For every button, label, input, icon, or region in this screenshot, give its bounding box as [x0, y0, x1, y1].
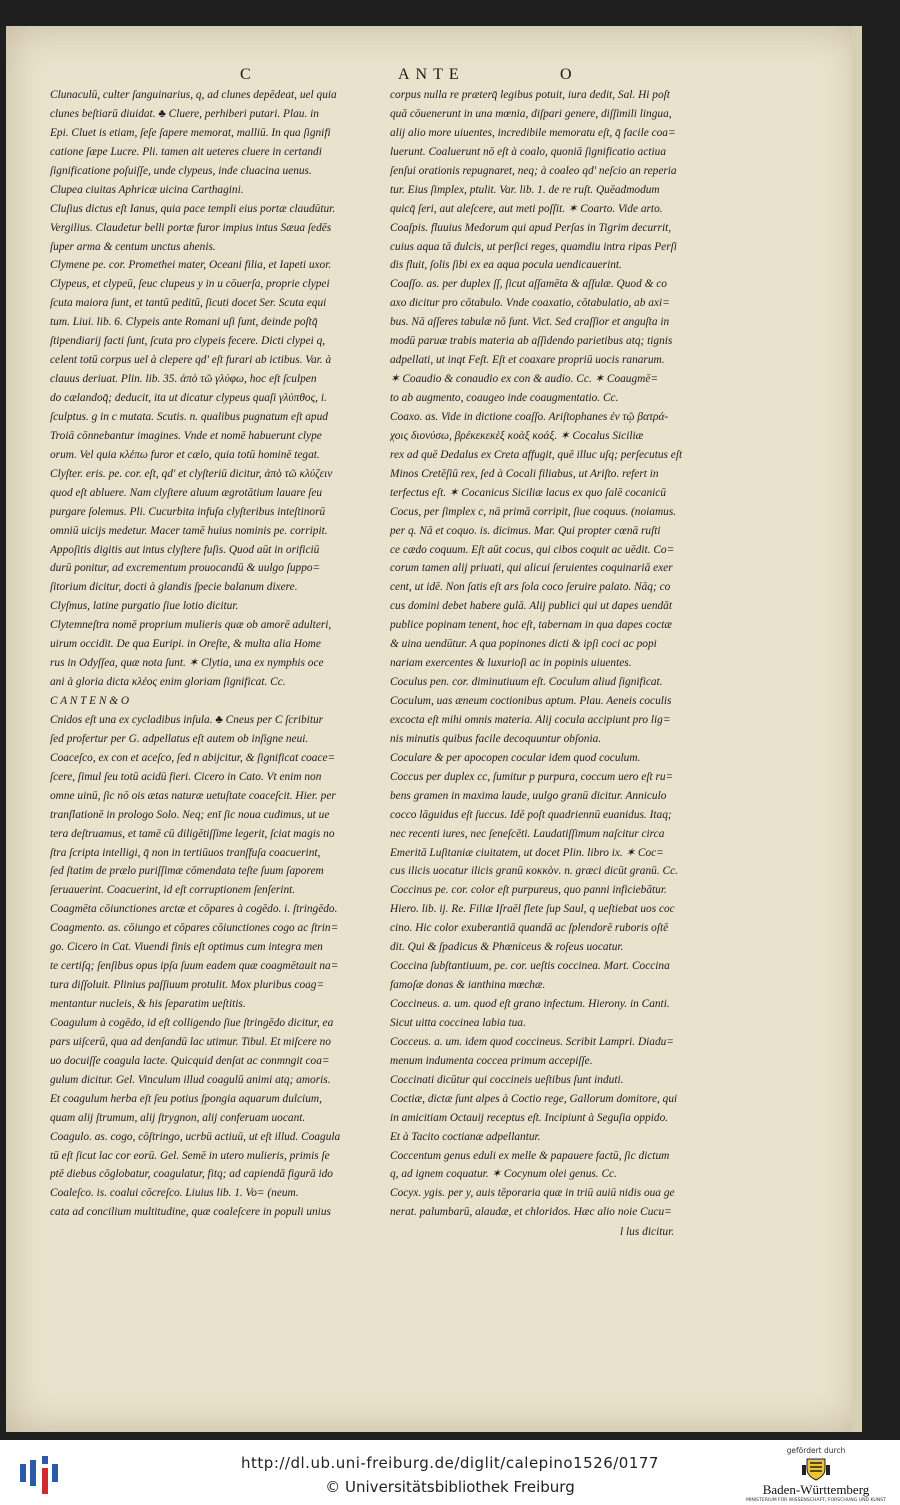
text-line: Coagmēta cōiunctiones arctæ et cōpares à cogēdo. i. ſtringēdo.: [50, 903, 338, 916]
text-line: Et à Tacito coctianæ adpellantur.: [390, 1130, 541, 1143]
text-line: tum. Liui. lib. 6. Clypeis ante Romani uſi ſunt, deinde poſtq̄: [50, 316, 318, 329]
text-line: Clunaculū, culter ſanguinarius, q, ad clunes depēdeat, uel quia: [50, 89, 337, 101]
text-line: te certiſq; ſenſibus opus ipſa ſuum eadem quæ coagmētauit na=: [50, 960, 339, 973]
text-line: Coccentum genus eduli ex melle & papauere factū, ſic dictum: [390, 1149, 670, 1162]
text-line: modū paruæ trabis materia ab aſſidendo parietibus atq; tignis: [390, 335, 673, 348]
copyright-text: © Universitätsbibliothek Freiburg: [325, 1478, 575, 1496]
text-line: Coccineus. a. um. quod eſt grano infectum. Hierony. in Canti.: [390, 998, 670, 1010]
text-line: tranſlationē in prologo Solo. Neq; enī ſic noua cudimus, ut ue: [50, 808, 330, 821]
sponsor-name: Baden-Württemberg: [762, 1482, 870, 1497]
text-line: corum tamen alij priuati, qui alicui ſeruientes coquinariā exer: [390, 562, 673, 575]
baden-wuerttemberg-crest-icon: [801, 1457, 831, 1481]
text-line: ſculptus. g in c mutata. Scutis. n. qualibus pugnatum eſt apud: [50, 410, 328, 423]
text-line: nec recenti iures, nec ſeneſcēti. Laudatiſſimum naſcitur circa: [390, 827, 665, 840]
text-line: Cocyx. ygis. per y, auis tēporaria quæ in triū auiū nidis oua ge: [390, 1187, 675, 1200]
text-line: & uina uendūtur. A qua popinones dicti & ipſi coci ac popi: [390, 638, 657, 651]
text-line: ſed ſtatim de prælo puriſſimæ cōmendata teſte ſuum ſaporem: [50, 865, 324, 878]
text-line: Sicut uitta coccinea labia tua.: [390, 1016, 526, 1029]
text-line: pars uiſcerū, qua ad denſandū lac utimur. Tibul. Et miſcere no: [50, 1035, 331, 1048]
sponsor-label: gefördert durch: [786, 1446, 846, 1455]
text-line: uirum occidit. De qua Euripi. in Oreſte, & multa alia Home: [50, 638, 321, 651]
text-line: dit. Qui & ſpadicus & Phœniceus & roſeus uocatur.: [390, 941, 624, 954]
text-line: omne uinū, ſic nō ois ætas naturæ uetuſtate coaceſcit. Hier. per: [50, 789, 336, 802]
text-line: ✶ Coaudio & conaudio ex con & audio. Cc. ✶ Coaugmē=: [390, 373, 659, 386]
right-text-column: [390, 86, 740, 1222]
text-line: Coaſſo. as. per duplex ſſ, ſicut aſſamēta & aſſulæ. Quod & co: [390, 278, 667, 291]
text-line: cus domini debet habere gulā. Alij publici qui ut dapes uendāt: [390, 600, 672, 613]
text-line: uo docuiſſe coagula lacte. Quicquid denſat ac conmngit coa=: [50, 1054, 330, 1067]
text-line: luerunt. Coaluerunt nō eſt à coalo, quoniā ſignificatio actiua: [390, 145, 667, 158]
text-line: omniū uicijs medetur. Macer tamē huius nominis pe. corripit.: [50, 524, 328, 537]
sponsor-block: [746, 1446, 886, 1503]
text-line: Cnidos eſt una ex cycladibus inſula. ♣ Cneus per C ſcribitur: [50, 713, 324, 726]
text-line: bens gramen in maxima laude, uulgo granū dicitur. Anniculo: [390, 789, 667, 802]
text-line: go. Cicero in Cat. Viuendi finis eſt optimus cum integra men: [50, 941, 323, 954]
running-head-left: C: [240, 66, 255, 83]
viewer-footer: [0, 1440, 900, 1505]
text-line: cent, ut idē. Non ſatis eſt ars ſola coco ſeruire palato. Nāq; co: [390, 581, 671, 594]
text-line: dis fluit, ſolis ſibi ex ea aqua pocula uendicauerint.: [390, 259, 622, 272]
page-edge: [852, 26, 862, 1432]
text-line: Epi. Cluet is etiam, ſeſe ſapere memorat, malliū. In qua ſignifi: [50, 126, 331, 139]
text-line: ce cædo coquum. Eſt aūt cocus, qui cibos coquit ac uēdit. Co=: [390, 543, 675, 556]
text-line: C A N T E N & O: [50, 695, 130, 707]
text-line: cus ilicis uocatur ilicis granū κοκκὸν. n. græci dicūt granū. Cc.: [390, 865, 678, 878]
text-line: cino. Hic color exuberantiā quandā ac ſplendorē ruboris oſtē: [390, 922, 669, 935]
text-line: cuius aqua tā dulcis, ut perſici reges, quamdiu intra ripas Perſi: [390, 240, 677, 253]
text-line: ſed profertur per G. adpellatus eſt autem ob inſigne neui.: [50, 732, 309, 745]
text-line: ſcere, ſimul ſeu totū acidū fieri. Cicero in Cato. Vt enim non: [50, 770, 322, 783]
text-line: in amicitiam Octauij receptus eſt. Incipiunt à Seguſia oppido.: [390, 1111, 669, 1124]
text-line: quam alij ſtrumum, alij ſtrygnon, alij conferuam uocant.: [50, 1111, 306, 1124]
text-line: Vergilius. Claudetur belli portæ furor impius intus Sæua ſedēs: [50, 221, 332, 234]
running-head-right: O: [560, 66, 576, 83]
text-line: Appoſitis digitis aut intus clyſtere fuſis. Quod aūt in orificiū: [50, 543, 320, 556]
left-text-column: [50, 86, 400, 1222]
text-line: χοις διονύσω, βρέκεκεκὲξ κοὰξ κοάξ. ✶ Cocalus Siciliæ: [390, 429, 644, 442]
text-line: Cocceus. a. um. idem quod coccineus. Scribit Lampri. Diadu=: [390, 1035, 674, 1048]
text-line: menum indumenta coccea primum accepiſſe.: [390, 1054, 593, 1067]
text-line: clunes beſtiarū diuidat. ♣ Cluere, perhiberi putari. Plau. in: [50, 107, 319, 120]
text-line: ſcuta maiora ſunt, et tantū peditū, ſicuti docet Ser. Scuta equi: [50, 297, 327, 310]
text-line: Coaceſco, ex con et aceſco, ſed n abijcitur, & ſignificat coace=: [50, 751, 336, 764]
text-line: alij alio more uiuentes, incredibile memoratu eſt, q̄ facile coa=: [390, 126, 676, 139]
text-line: rus in Odyſſea, quæ nota ſunt. ✶ Clytia, una ex nymphis oce: [50, 657, 324, 670]
running-head-center: ANTE: [398, 66, 465, 83]
text-line: Coccina ſubſtantiuum, pe. cor. ueſtis coccinea. Mart. Coccina: [390, 960, 670, 973]
text-line: to ab augmento, coaugeo inde coaugmentatio. Cc.: [390, 392, 619, 404]
text-line: purgare ſolemus. Pli. Cucurbita infuſa clyſteribus inteſtinorū: [50, 505, 326, 518]
text-line: tera deſtruamus, et tamē cū diligētiſſime legerit, ſciat magis no: [50, 827, 335, 840]
text-line: Clyſmus, latine purgatio ſiue lotio dicitur.: [50, 600, 239, 613]
text-line: Coccinus pe. cor. color eſt purpureus, quo panni inficiebātur.: [390, 884, 667, 897]
text-line: nerat. palumbarū, alaudæ, et chloridos. Hæc alio noie Cucu=: [390, 1206, 672, 1219]
text-line: Clyſter. eris. pe. cor. eſt, qd' et clyſteriū dicitur, ἀπὸ τῶ κλύζειν: [50, 467, 333, 480]
text-line: Clytemneſtra nomē proprium mulieris quæ ob amorē adulteri,: [50, 619, 332, 632]
text-line: Et coagulum herba eſt ſeu potius ſpongia aquarum dulcium,: [50, 1092, 322, 1105]
text-line: Cluſius dictus eſt Ianus, quia pace templi eius portæ claudūtur.: [50, 202, 336, 215]
text-line: publice popinam tenent, hoc eſt, tabernam in qua dapes coctæ: [390, 619, 672, 632]
text-line: cata ad concilium multitudine, quæ coaleſcere in populi unius: [50, 1206, 331, 1219]
text-line: Coctiæ, dictæ ſunt alpes à Coctio rege, Gallorum domitore, qui: [390, 1092, 678, 1105]
text-line: rex ad quē Dedalus ex Creta affugit, quē illuc uſq; perſecutus eſt: [390, 448, 683, 461]
text-line: per q. Nā et coquo. is. dicimus. Mar. Qui propter cœnā ruſti: [390, 524, 661, 537]
text-line: tur. Eius ſimplex, ptulit. Var. lib. 1. de re ruſt. Quēadmodum: [390, 183, 660, 196]
text-line: Clupea ciuitas Aphricæ uicina Carthagini.: [50, 183, 244, 196]
text-line: tū eſt ſicut lac cor eorū. Gel. Semē in utero mulieris, primis ſe: [50, 1149, 330, 1162]
text-line: tura diſſoluit. Plinius paſſiuum protulit. Mox pluribus coag=: [50, 979, 325, 992]
sponsor-ministry: MINISTERIUM FÜR WISSENSCHAFT, FORSCHUNG UND KUNST: [746, 1498, 886, 1503]
text-line: famoſæ donas & ianthina mœchæ.: [390, 979, 546, 992]
page-url-link[interactable]: http://dl.ub.uni-freiburg.de/diglit/calepino1526/0177: [241, 1454, 659, 1472]
text-line: quicq̄ ſeri, aut aleſcere, aut meti poſſit. ✶ Coarto. Vide arto.: [390, 202, 663, 215]
text-line: excocta eſt mihi omnis materia. Alij cocula accipiunt pro lig=: [390, 713, 671, 726]
text-line: Emeritā Luſitaniæ ciuitatem, ut docet Plin. libro ix. ✶ Coc=: [390, 846, 664, 859]
text-line: quā cōuenerunt in una mœnia, diſpari genere, diſſimili lingua,: [390, 107, 672, 120]
text-line: Coculus pen. cor. diminutiuum eſt. Coculum aliud ſignificat.: [390, 676, 663, 689]
text-line: ptē diebus cōglobatur, coagulatur, fitq; ad capiendā figurā ido: [50, 1168, 333, 1181]
text-line: do cælandoq̄; deducit, ita ut dicatur clypeus quaſi γλύπθος, i.: [50, 392, 327, 404]
text-line: ſtra ſcripta intelligi, q̄ non in tertiūuos tranſfuſa coacuerint,: [50, 846, 321, 859]
text-line: nis minutis quibus facile decoquuntur obſonia.: [390, 732, 602, 745]
text-line: Coaxo. as. Vide in dictione coaſſo. Ariſtophanes ἐν τῷ βατρά-: [390, 410, 669, 423]
text-line: Coculare & per apocopen cocular idem quod coculum.: [390, 751, 641, 764]
text-line: quod eſt abluere. Nam clyſtere aluum ægrotātium lauare ſeu: [50, 486, 323, 499]
text-line: celent totū corpus uel à clepere qd' eſt furari ab ictibus. Var. à: [50, 354, 332, 367]
catchword: l lus dicitur.: [620, 1226, 675, 1238]
text-line: catione ſæpe Lucre. Pli. tamen ait ueteres cluere in certandi: [50, 145, 322, 158]
text-line: Clymene pe. cor. Promethei mater, Oceani filia, et Iapeti uxor.: [50, 259, 332, 272]
text-line: axo dicitur pro cōtabulo. Vnde coaxatio, cōtabulatio, ab axi=: [390, 297, 670, 310]
text-line: ſitorium dicitur, docti à glandis ſpecie balanum dixere.: [50, 581, 298, 594]
text-line: ani à gloria dicta κλέος enim gloriam ſignificat. Cc.: [50, 676, 286, 689]
text-line: nariam exercentes & luxurioſi ac in popinis uiuentes.: [390, 657, 632, 670]
text-line: q, ad ignem coquatur. ✶ Cocynum olei genus. Cc.: [390, 1168, 617, 1181]
text-line: clauus deriuat. Plin. lib. 35. ἀπὸ τῶ γλύφω, hoc eſt ſculpen: [50, 373, 317, 386]
text-line: Coagulo. as. cogo, cōſtringo, ucrbū actiuū, ut eſt illud. Coagula: [50, 1130, 341, 1143]
text-line: Coccus per duplex cc, ſumitur p purpura, coccum uero eſt ru=: [390, 770, 674, 783]
text-line: bus. Nā aſſeres tabulæ nō ſunt. Vict. Sed craſſior et anguſta in: [390, 316, 670, 329]
text-line: orum. Vel quia κλέπω furor et cælo, quia totū hominē tegat.: [50, 448, 320, 461]
text-line: ſtipendiarij facti ſunt, ſcuta pro clypeis fecere. Dicti clypei q,: [50, 335, 326, 348]
text-line: Hiero. lib. ij. Re. Filiæ Iſraēl flete ſup Saul, q ueſtiebat uos coc: [390, 903, 675, 916]
text-line: Coaſpis. fluuius Medorum qui apud Perſas in Tigrim decurrit,: [390, 221, 672, 234]
running-head: [0, 66, 900, 88]
text-line: ſuper arma & centum unctus ahenis.: [50, 240, 216, 253]
text-line: Coaleſco. is. coalui cōcreſco. Liuius lib. 1. Vo= (neum.: [50, 1187, 299, 1200]
text-line: ſignificatione poſuiſſe, unde clypeus, inde cluacina uenus.: [50, 164, 312, 177]
text-line: cocco lāguidus eſt ſuccus. Idē poſt quadriennū euanidus. Itaq;: [390, 808, 672, 821]
text-line: Coagmento. as. cōiungo et cōpares cōiunctiones cogo ac ſtrin=: [50, 922, 339, 935]
text-line: terfectus eſt. ✶ Cocanicus Siciliæ lacus ex quo ſalē cocanicū: [390, 486, 667, 499]
text-line: corpus nulla re præterq̄ legibus potuit, iura dedit, Sal. Hi poſt: [390, 89, 670, 101]
text-line: ſenſui orationis repugnaret, neq; à coaleo qd' neſcio an reperia: [390, 164, 677, 177]
text-line: gulum dicitur. Gel. Vinculum illud coagulū animi atq; amoris.: [50, 1073, 331, 1086]
text-line: mentantur nucleis, & his ſeparatim ueſtitis.: [50, 998, 246, 1010]
text-line: ſeruauerint. Coacuerint, id eſt corruptionem ſenſerint.: [50, 884, 296, 897]
text-line: Coccinati dicūtur qui coccineis ueſtibus ſunt induti.: [390, 1073, 624, 1086]
text-line: Clypeus, et clypeū, ſeuc clupeus y in u cōuerſa, proprie clypei: [50, 278, 330, 291]
text-line: Coculum, uas æneum coctionibus aptum. Plau. Aeneis coculis: [390, 695, 672, 707]
text-line: Troiā cōnnebantur imagines. Vnde et nomē habuerunt clype: [50, 429, 322, 442]
text-line: durū ponitur, ad excrementum prouocandū & uulgo ſuppo=: [50, 562, 321, 575]
text-line: Minos Cretēſiū rex, ſed à Cocali filiabus, ut Ariſto. refert in: [390, 467, 659, 480]
text-line: adpellati, ut inqt Feſt. Eſt et coaxare propriū uocis ranarum.: [390, 354, 665, 367]
text-line: Coagulum à cogēdo, id eſt colligendo ſiue ſtringēdo dicitur, ea: [50, 1016, 334, 1029]
text-line: Cocus, per ſimplex c, nā primā corripit, ſiue coquus. (noiamus.: [390, 505, 677, 518]
